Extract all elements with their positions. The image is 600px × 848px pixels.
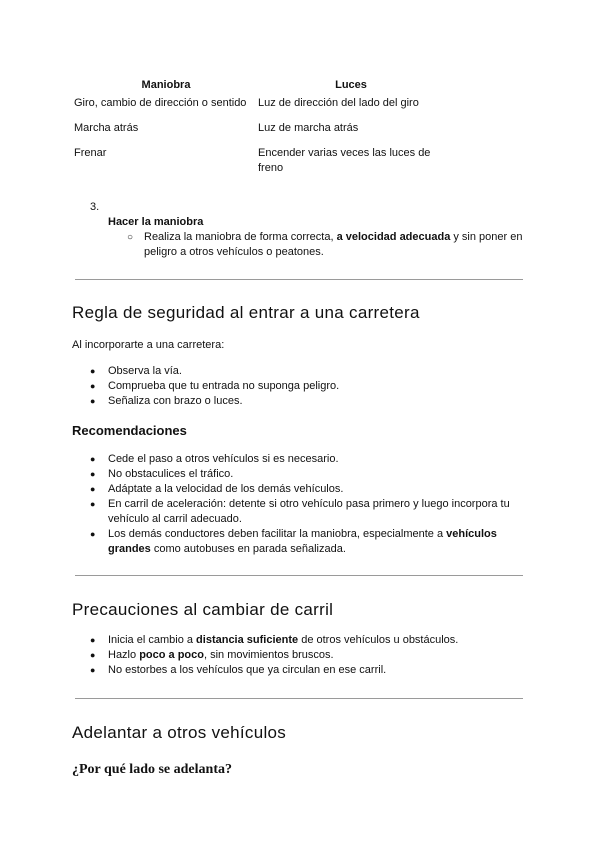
step-number: 3.	[90, 201, 100, 213]
list-item: ● En carril de aceleración: detente si otro vehículo pasa primero y luego incorpora tu vehículo al carril adecuado.	[90, 498, 510, 525]
bullet-icon: ●	[90, 499, 96, 509]
list-item: ● No estorbes a los vehículos que ya circulan en ese carril.	[90, 664, 387, 676]
step-title: Hacer la maniobra	[108, 216, 204, 228]
table-row	[74, 96, 444, 121]
divider	[75, 575, 523, 576]
divider	[75, 698, 523, 699]
section-title-lane: Precauciones al cambiar de carril	[72, 600, 334, 619]
section-title-overtake: Adelantar a otros vehículos	[72, 723, 287, 742]
step-text-before: Realiza la maniobra de forma correcta,	[144, 231, 337, 243]
list-item: ● Adáptate a la velocidad de los demás vehículos.	[90, 483, 344, 495]
list-item: ● No obstaculices el tráfico.	[90, 468, 234, 480]
bullet-icon: ●	[90, 529, 96, 539]
list-item: ● Observa la vía.	[90, 365, 182, 377]
list-item: ● Inicia el cambio a distancia suficiente de otros vehículos u obstáculos.	[90, 634, 459, 646]
table-header-row	[74, 74, 444, 96]
signals-table	[74, 74, 444, 176]
lane-list	[90, 633, 520, 678]
table-row	[74, 146, 444, 176]
table-cell: Luz de dirección del lado del giro	[258, 97, 419, 109]
bullet-icon: ●	[90, 469, 96, 479]
bullet-icon: ●	[90, 650, 96, 660]
recommendations-title: Recomendaciones	[72, 423, 187, 438]
bullet-icon: ●	[90, 454, 96, 464]
table-cell: Frenar	[74, 147, 107, 159]
safety-intro: Al incorporarte a una carretera:	[72, 339, 225, 351]
table-cell: Luz de marcha atrás	[258, 122, 359, 134]
bullet-icon: ●	[90, 396, 96, 406]
bullet-icon: ●	[90, 366, 96, 376]
list-item: ● Señaliza con brazo o luces.	[90, 395, 243, 407]
list-item: ● Hazlo poco a poco, sin movimientos bruscos.	[90, 649, 334, 661]
bullet-icon: ●	[90, 381, 96, 391]
bullet-icon: ●	[90, 665, 96, 675]
list-item: ● Los demás conductores deben facilitar la maniobra, especialmente a vehículos grandes como autobuses en parada señalizada.	[90, 528, 497, 555]
step-3	[90, 200, 530, 260]
table-cell: Marcha atrás	[74, 122, 139, 134]
bullet-icon: ●	[90, 484, 96, 494]
table-cell: Giro, cambio de dirección o sentido	[74, 97, 247, 109]
table-row	[74, 121, 444, 146]
step-text-bold: a velocidad adecuada	[336, 231, 451, 243]
overtake-subtitle: ¿Por qué lado se adelanta?	[72, 762, 232, 777]
recommendations-list	[90, 452, 520, 557]
step-detail	[127, 230, 530, 260]
safety-list	[90, 364, 520, 409]
hollow-bullet-icon: ○	[127, 232, 134, 243]
step-text-after: y sin poner en peligro a otros vehículos o peatones.	[144, 231, 523, 258]
table-cell: Encender varias veces las luces de freno	[258, 147, 431, 174]
section-title-safety: Regla de seguridad al entrar a una carretera	[72, 303, 420, 322]
bullet-icon: ●	[90, 635, 96, 645]
divider	[75, 279, 523, 280]
list-item: ● Cede el paso a otros vehículos si es necesario.	[90, 453, 339, 465]
list-item: ● Comprueba que tu entrada no suponga peligro.	[90, 380, 340, 392]
table-header: Luces	[335, 79, 367, 91]
table-header: Maniobra	[141, 79, 191, 91]
